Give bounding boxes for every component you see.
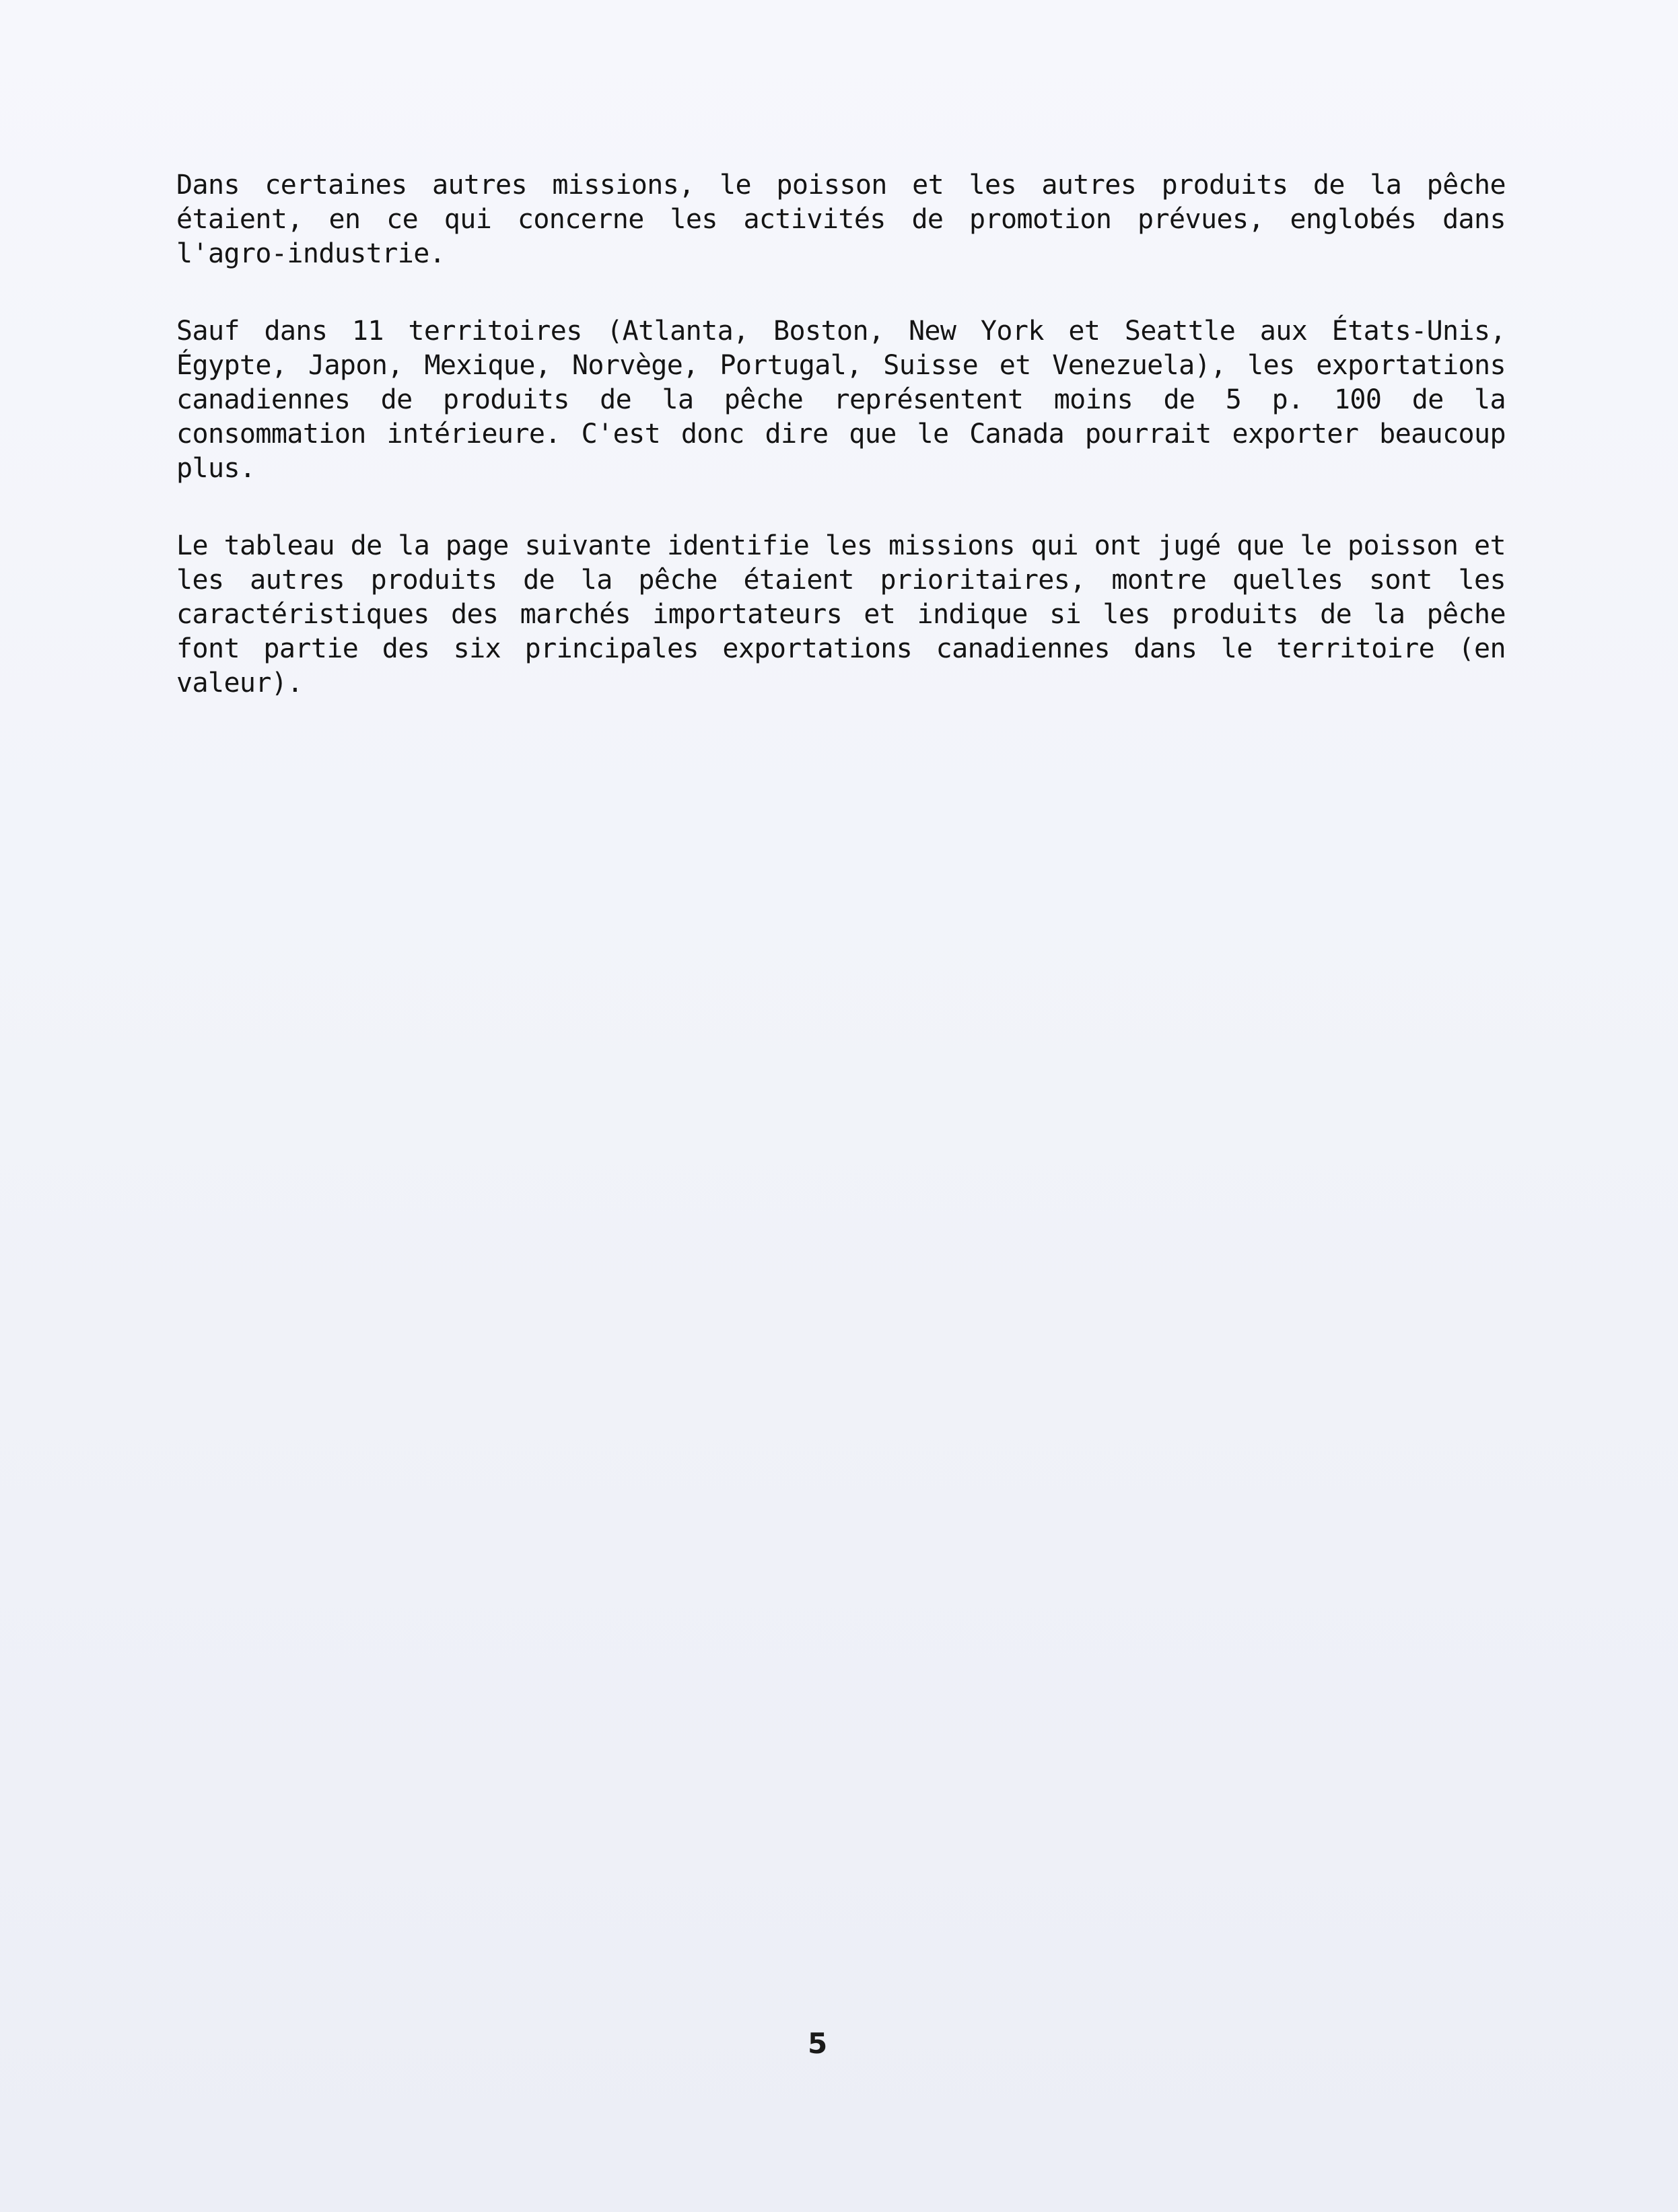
paragraph-1: Dans certaines autres missions, le poisson et les autres produits de la pêche étaient, en ce qui concerne les activités de promotion prévues, englobés dans l'agro-industrie.: [176, 170, 1506, 269]
page-number: 5: [808, 2027, 828, 2060]
paragraph-2: Sauf dans 11 territoires (Atlanta, Boston, New York et Seattle aux États-Unis, Égypte, Japon, Mexique, Norvège, Portugal, Suisse et Venezuela), les exportations canadiennes de produits de la pêche représentent moins de 5 p. 100 de la consommation intérieure. C'est donc dire que le Canada pourrait exporter beaucoup plus.: [176, 316, 1506, 484]
body-text: [176, 168, 1506, 744]
paragraph-3: Le tableau de la page suivante identifie les missions qui ont jugé que le poisson et les autres produits de la pêche étaient prioritaires, montre quelles sont les caractéristiques des marchés importateurs et indique si les produits de la pêche font partie des six principales exportations canadiennes dans le territoire (en valeur).: [176, 530, 1506, 699]
